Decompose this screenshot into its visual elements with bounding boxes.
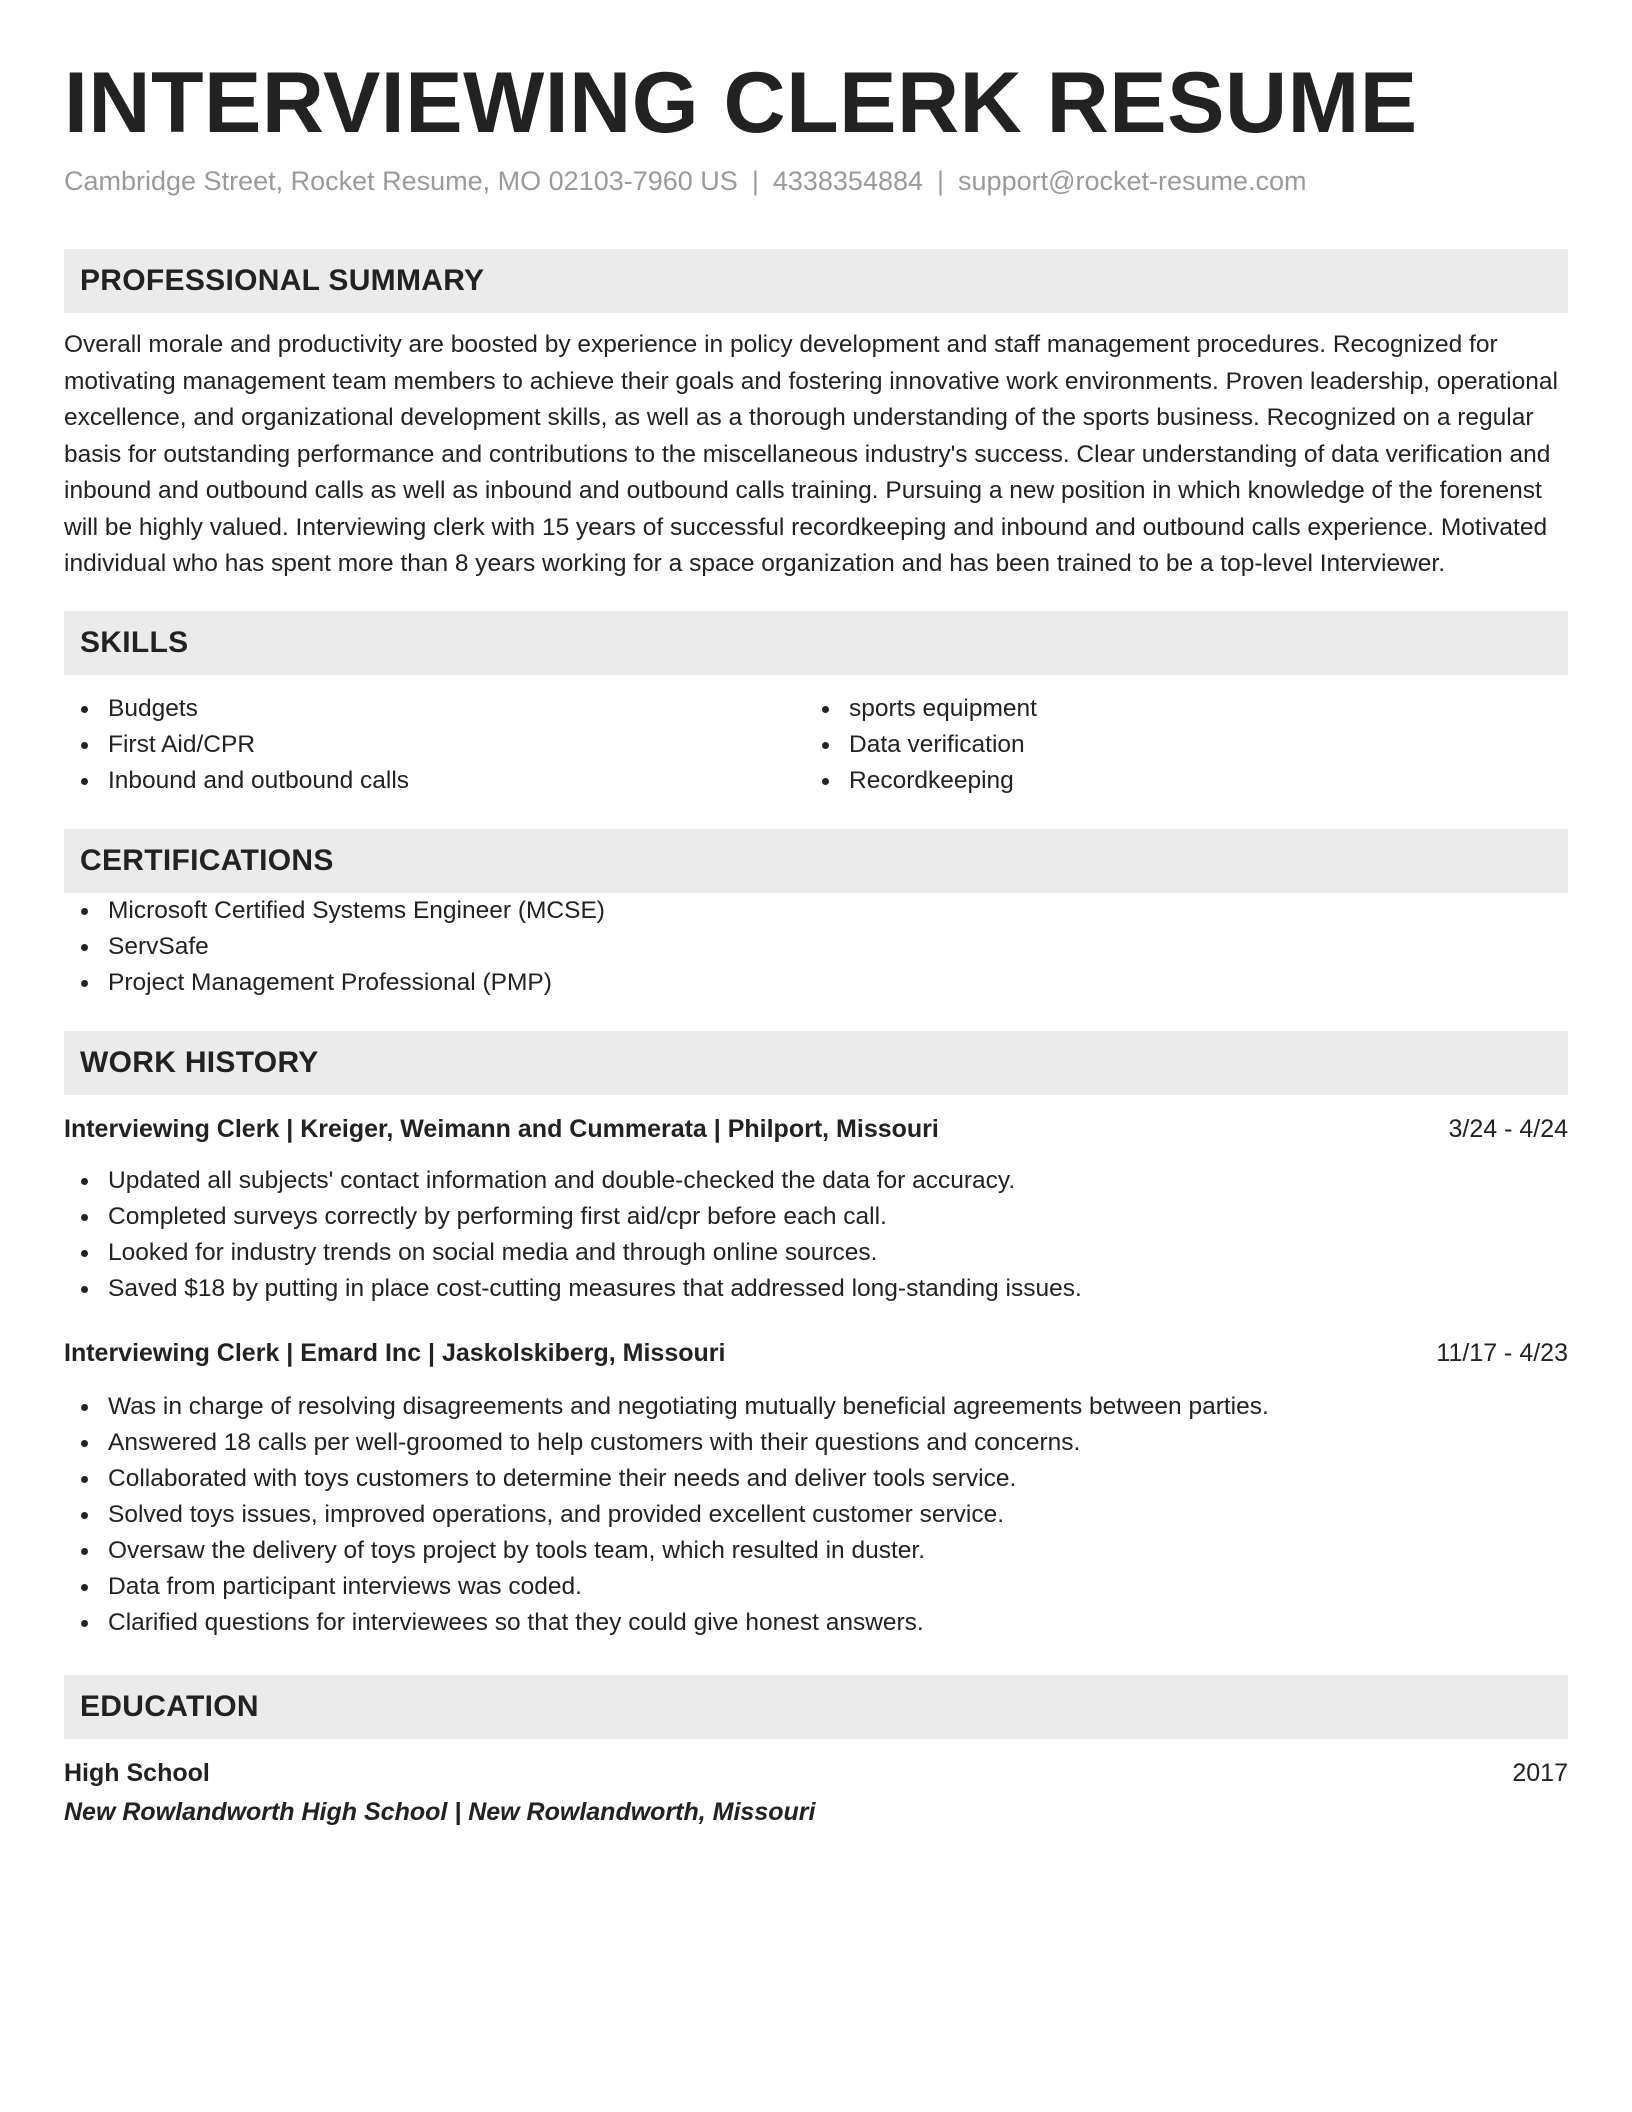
education-year: 2017: [1512, 1758, 1568, 1787]
section-heading-work-history: WORK HISTORY: [64, 1031, 1568, 1095]
skills-column-left: [64, 691, 805, 799]
skill-item: Inbound and outbound calls: [64, 763, 805, 799]
certification-item: Microsoft Certified Systems Engineer (MCSE): [64, 893, 1568, 929]
section-heading-education: EDUCATION: [64, 1675, 1568, 1739]
job-duty: Was in charge of resolving disagreements and negotiating mutually beneficial agreements between parties.: [64, 1389, 1568, 1425]
job-duty: Oversaw the delivery of toys project by tools team, which resulted in duster.: [64, 1533, 1568, 1569]
education-entry: [64, 1755, 1568, 1830]
job-title: Interviewing Clerk | Kreiger, Weimann and Cummerata | Philport, Missouri: [64, 1114, 939, 1143]
section-heading-summary: PROFESSIONAL SUMMARY: [64, 249, 1568, 313]
section-heading-certifications: CERTIFICATIONS: [64, 829, 1568, 893]
skills-list: [64, 691, 1568, 799]
skill-item: Recordkeeping: [805, 763, 1546, 799]
job-duties-list: [64, 1389, 1568, 1641]
job-duties-list: [64, 1163, 1568, 1307]
job-duty: Answered 18 calls per well-groomed to help customers with their questions and concerns.: [64, 1425, 1568, 1461]
job-entry: [64, 1111, 1568, 1307]
certification-item: Project Management Professional (PMP): [64, 965, 1568, 1001]
contact-line: [64, 166, 1568, 197]
skill-item: Budgets: [64, 691, 805, 727]
job-duty: Clarified questions for interviewees so that they could give honest answers.: [64, 1605, 1568, 1641]
education-header: [64, 1755, 1568, 1791]
job-title: Interviewing Clerk | Emard Inc | Jaskolskiberg, Missouri: [64, 1338, 726, 1367]
contact-separator: |: [751, 166, 759, 197]
education-degree: High School: [64, 1758, 210, 1787]
job-duty: Collaborated with toys customers to determine their needs and deliver tools service.: [64, 1461, 1568, 1497]
job-header: [64, 1335, 1568, 1371]
contact-separator: |: [937, 166, 945, 197]
resume-title: INTERVIEWING CLERK RESUME: [64, 55, 1418, 151]
job-duty: Data from participant interviews was coded.: [64, 1569, 1568, 1605]
section-heading-skills: SKILLS: [64, 611, 1568, 675]
certification-item: ServSafe: [64, 929, 1568, 965]
job-header: [64, 1111, 1568, 1147]
skill-item: First Aid/CPR: [64, 727, 805, 763]
job-duty: Saved $18 by putting in place cost-cutting measures that addressed long-standing issues.: [64, 1271, 1568, 1307]
job-entry: [64, 1335, 1568, 1641]
job-duty: Looked for industry trends on social media and through online sources.: [64, 1235, 1568, 1271]
job-duty: Completed surveys correctly by performing first aid/cpr before each call.: [64, 1199, 1568, 1235]
contact-address: Cambridge Street, Rocket Resume, MO 02103-7960 US: [64, 166, 738, 197]
contact-phone: 4338354884: [772, 166, 924, 197]
certifications-list: [64, 893, 1568, 1001]
summary-paragraph: Overall morale and productivity are boosted by experience in policy development and staff management procedures. Recognized for motivating management team members to achieve their goals and fostering innovative work environments. Proven leadership, operational excellence, and organizational development skills, as well as a thorough understanding of the sports business. Recognized on a regular basis for outstanding performance and contributions to the miscellaneous industry's success. Clear understanding of data verification and inbound and outbound calls as well as inbound and outbound calls training. Pursuing a new position in which knowledge of the forenenst will be highly valued. Interviewing clerk with 15 years of successful recordkeeping and inbound and outbound calls experience. Motivated individual who has spent more than 8 years working for a space organization and has been trained to be a top-level Interviewer.: [64, 331, 1558, 578]
job-dates: 3/24 - 4/24: [1448, 1114, 1568, 1143]
education-school: New Rowlandworth High School | New Rowlandworth, Missouri: [64, 1797, 816, 1826]
skill-item: Data verification: [805, 727, 1546, 763]
job-dates: 11/17 - 4/23: [1436, 1338, 1568, 1367]
skill-item: sports equipment: [805, 691, 1546, 727]
contact-email: support@rocket-resume.com: [958, 166, 1307, 197]
job-duty: Updated all subjects' contact information and double-checked the data for accuracy.: [64, 1163, 1568, 1199]
skills-column-right: [805, 691, 1546, 799]
job-duty: Solved toys issues, improved operations, and provided excellent customer service.: [64, 1497, 1568, 1533]
